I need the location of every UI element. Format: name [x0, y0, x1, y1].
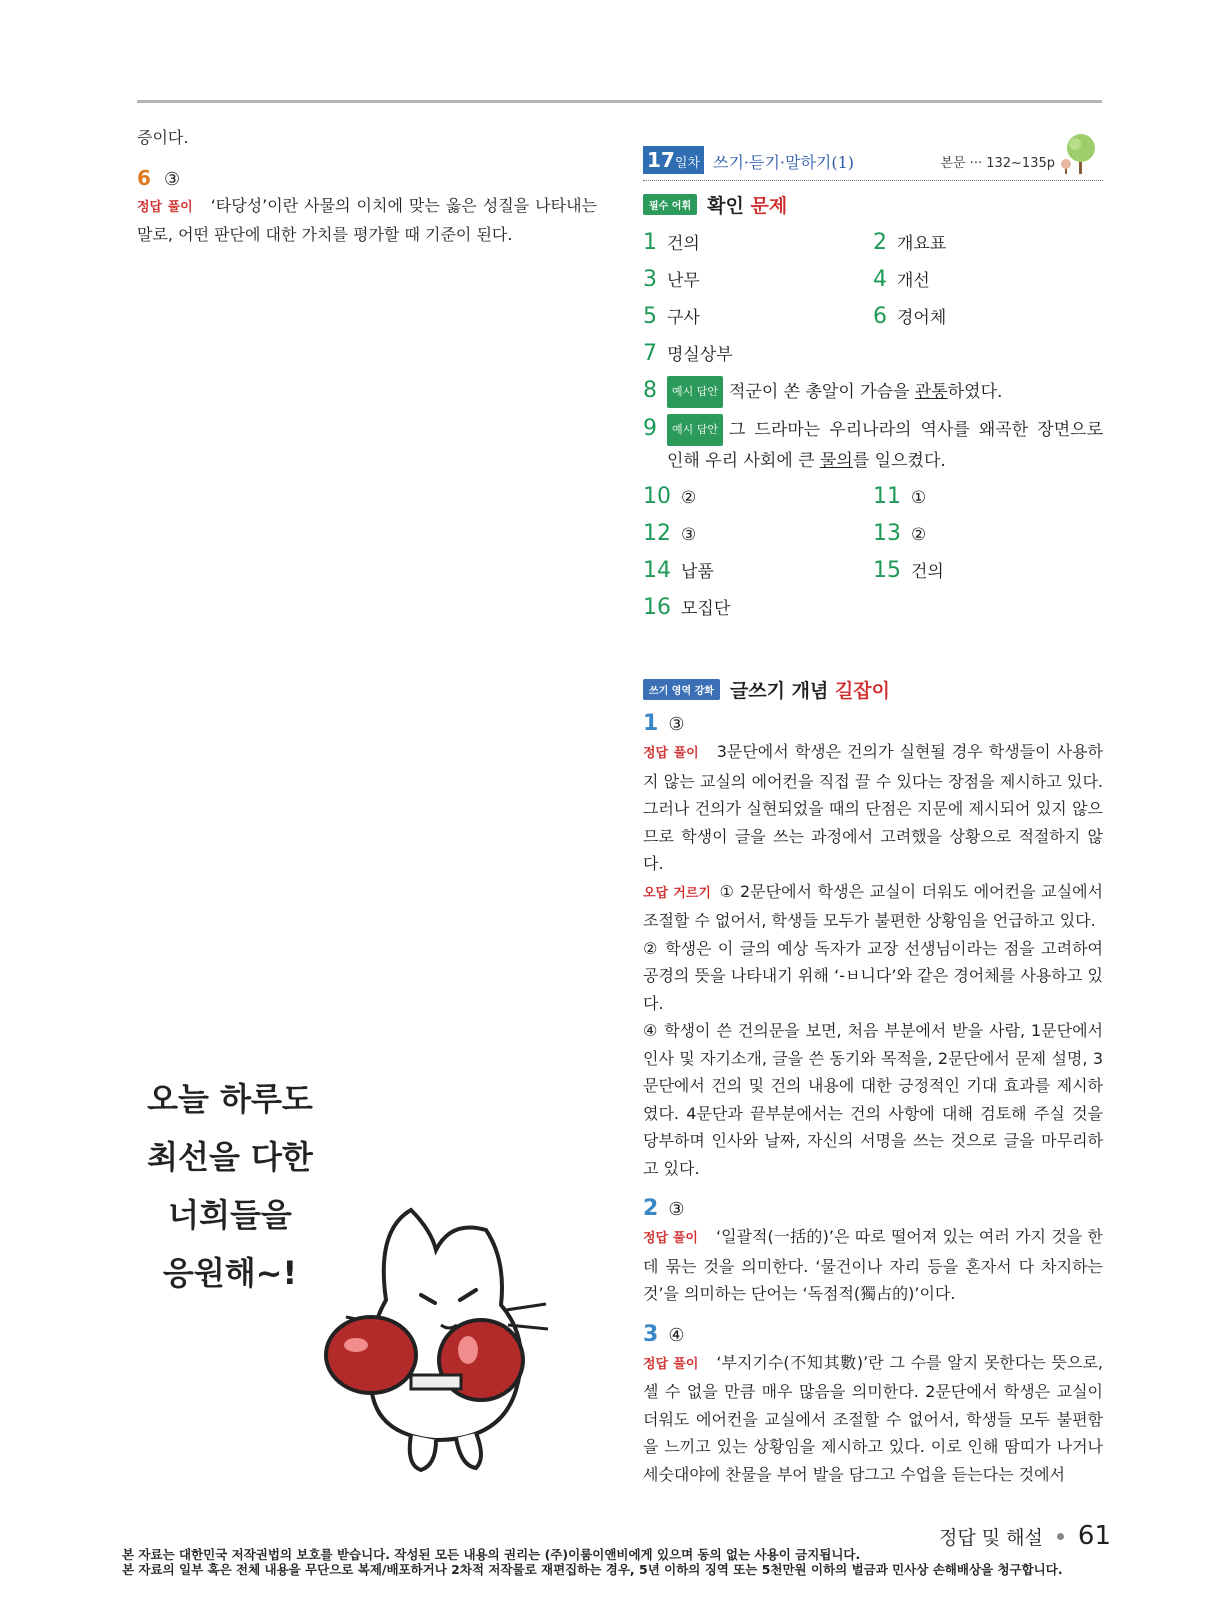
q6-number: 6 — [137, 165, 151, 190]
section-name: 정답 및 해설 — [939, 1526, 1043, 1549]
answer-item: 5 구사 — [643, 304, 700, 329]
answer-item: 11 ① — [873, 484, 927, 509]
day-header — [643, 140, 1103, 181]
answer-item: 16 모집단 — [643, 595, 731, 620]
concept-q2-explanation: 정답 풀이 ‘일괄적(一括的)’은 따로 떨어져 있는 여러 가지 것을 한데 묶는 것을 의미한다. ‘물건이나 자리 등을 혼자서 다 차지하는 것’을 의미하는 단어는 ‘독점적(獨占的)’이다. — [643, 1227, 1104, 1303]
day-unit: 일차 — [674, 156, 700, 171]
top-rule — [137, 100, 1102, 103]
day-title: 쓰기·듣기·말하기(1) — [713, 153, 855, 172]
concept-q1-wrong-2: ② 학생은 이 글의 예상 독자가 교장 선생님이라는 점을 고려하여 공경의 뜻을 나타내기 위해 ‘-ㅂ니다’와 같은 경어체를 사용하고 있다. — [643, 938, 1103, 1013]
answer-item: 13 ② — [873, 521, 927, 546]
q6-explanation — [137, 192, 597, 249]
page-reference: 본문 ··· 132~135p — [940, 156, 1055, 171]
tree-icon — [1059, 132, 1103, 176]
concept-q1-explanation: 정답 풀이 3문단에서 학생은 건의가 실현될 경우 학생들이 사용하지 않는 교실의 에어컨을 직접 끌 수 있다는 장점을 제시하고 있다. 그러나 건의가 실현되었을 때의 단점은 지문에 제시되어 있지 않으므로 학생이 글을 쓰는 과정에서 고려했을 상황으로 적절하지 않다. — [643, 742, 1103, 873]
answer-item: 10 ② — [643, 484, 697, 509]
q6-choice: ③ — [164, 168, 181, 190]
q6-text: ‘타당성’이란 사물의 이치에 맞는 옳은 성질을 나타내는 말로, 어떤 판단에 대한 가치를 평가할 때 기준이 된다. — [137, 195, 597, 244]
concept-q3-explanation: 정답 풀이 ‘부지기수(不知其數)’란 그 수를 알지 못한다는 뜻으로, 셀 수 없을 만큼 매우 많음을 의미한다. 2문단에서 학생은 교실이 더워도 에어컨을 교실에서 조절할 수 없어서, 학생들 모두 불편함을 느끼고 있는 상황임을 제시하고 있다. 이로 인해 땀띠가 나거나 세숫대야에 찬물을 부어 발을 담그고 수업을 듣는다는 것에서 — [643, 1352, 1103, 1484]
concept-title: 글쓰기 개념 길잡이 — [729, 680, 891, 702]
concept-section-heading — [643, 676, 1103, 703]
concept-q1-answer: 1 ③ — [643, 711, 685, 736]
day-number: 17 — [647, 148, 675, 172]
vocab-title: 확인 문제 — [707, 195, 788, 217]
cheer-message: 오늘 하루도 최선을 다한 너희들을 응원해~! — [147, 1080, 313, 1292]
q6-answer — [137, 166, 597, 190]
answer-item: 15 건의 — [873, 558, 944, 583]
continued-text: 증이다. — [137, 128, 189, 147]
answer-item-8: 8 예시 답안 적군이 쏜 총알이 가슴을 관통하였다. — [643, 376, 1103, 408]
q6-label: 정답 풀이 — [137, 199, 193, 215]
boxing-cat-illustration — [316, 1190, 576, 1480]
copyright-notice: 본 자료는 대한민국 저작권법의 보호를 받습니다. 작성된 모든 내용의 권리는 (주)이룸이앤비에게 있으며 동의 없는 사용이 금지됩니다. 본 자료의 일부 혹은 전체 내용을 무단으로 복제/배포하거나 2차적 저작물로 재편집하는 경우, 5년 이하의 징역 또는 5천만원 이하의 벌금과 민사상 손해배상을 청구합니다. — [122, 1547, 1063, 1577]
page-number: 61 — [1077, 1521, 1111, 1551]
footer-dot — [1057, 1533, 1064, 1540]
vocab-answers — [643, 228, 1103, 624]
example-badge: 예시 답안 — [667, 376, 723, 408]
answer-item: 1 건의 — [643, 230, 700, 255]
concept-q1-wrong-4: ④ 학생이 쓴 건의문을 보면, 처음 부분에서 받을 사람, 1문단에서 인사 및 자기소개, 글을 쓴 동기와 목적을, 2문단에서 문제 설명, 3문단에서 건의 및 건의 내용에 대한 긍정적인 기대 효과를 제시하였다. 4문단과 끝부분에서는 건의 사항에 대해 검토해 주실 것을 당부하며 인사와 날짜, 자신의 서명을 쓰는 것으로 글을 마무리하고 있다. — [643, 1021, 1103, 1178]
answer-item: 6 경어체 — [873, 304, 947, 329]
day-badge — [643, 146, 704, 174]
example-badge: 예시 답안 — [667, 414, 723, 446]
answer-item: 12 ③ — [643, 521, 697, 546]
answer-item: 3 난무 — [643, 267, 700, 292]
concept-q2-answer: 2 ③ — [643, 1196, 685, 1221]
concept-tag: 쓰기 영역 강화 — [643, 679, 720, 700]
answer-item: 4 개선 — [873, 267, 930, 292]
concept-q1-wrong-1: 오답 거르기 ① 2문단에서 학생은 교실이 더워도 에어컨을 교실에서 조절할 수 없어서, 학생들 모두가 불편한 상황임을 언급하고 있다. — [643, 881, 1103, 930]
answer-item: 2 개요표 — [873, 230, 947, 255]
answer-item-9: 9 예시 답안 그 드라마는 우리나라의 역사를 왜곡한 장면으로 인해 우리 사회에 큰 물의를 일으켰다. — [643, 416, 1103, 471]
vocab-tag: 필수 어휘 — [643, 194, 697, 215]
right-column — [643, 140, 1103, 1488]
answer-item: 14 납품 — [643, 558, 714, 583]
vocab-section-heading — [643, 191, 1103, 218]
answer-item: 7 명실상부 — [643, 341, 733, 366]
concept-q3-answer: 3 ④ — [643, 1321, 685, 1347]
left-column — [137, 124, 597, 249]
